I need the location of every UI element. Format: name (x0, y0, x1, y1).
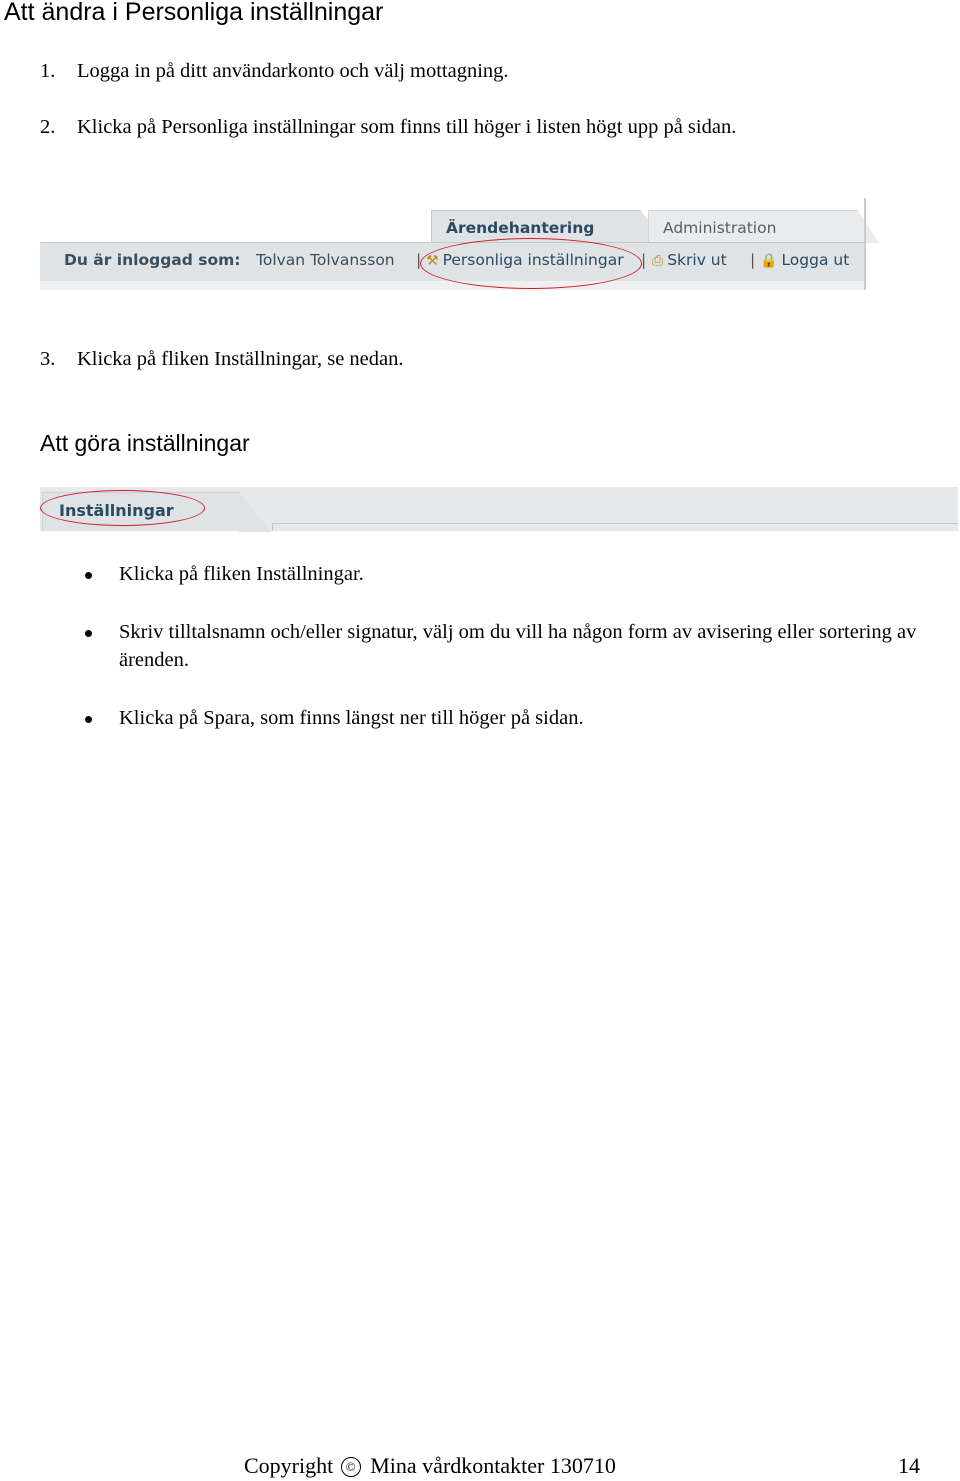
tab-installningar[interactable]: Inställningar (42, 492, 240, 531)
instruction-list (80, 560, 920, 762)
personal-settings-link[interactable] (426, 251, 624, 269)
lock-icon: 🔒 (760, 253, 778, 269)
copyright-word: Copyright (244, 1453, 334, 1478)
user-bar (40, 242, 866, 281)
step-text: Klicka på Personliga inställningar som finns till höger i listen högt upp på sidan. (77, 116, 737, 138)
tab-administration[interactable]: Administration (648, 210, 858, 242)
list-item (80, 618, 920, 674)
step-number: 2. (40, 116, 56, 138)
personal-settings-label: Personliga inställningar (442, 251, 624, 269)
footer (244, 1453, 616, 1479)
tab-baseline (272, 523, 958, 524)
header-screenshot (40, 198, 866, 290)
tab-arendehantering[interactable]: Ärendehantering (431, 210, 641, 242)
list-item-text: Skriv tilltalsnamn och/eller signatur, välj om du vill ha någon form av avisering eller sortering av ärenden. (119, 621, 917, 671)
bar-bottom (40, 281, 866, 290)
page-heading: Att ändra i Personliga inställningar (4, 0, 384, 26)
bullet-dot (85, 716, 92, 723)
step-3 (40, 348, 404, 371)
step-text: Klicka på fliken Inställningar, se nedan. (77, 348, 404, 370)
wrench-icon: ⚒ (426, 253, 439, 269)
bullet-dot (85, 630, 92, 637)
logged-in-label: Du är inloggad som: (64, 251, 241, 269)
separator: | (750, 251, 756, 269)
settings-tab-screenshot (40, 487, 958, 531)
separator: | (416, 251, 422, 269)
footer-org: Mina vårdkontakter 130710 (370, 1453, 616, 1478)
list-item (80, 560, 920, 588)
page-number: 14 (898, 1453, 920, 1478)
tab-baseline-edge (272, 523, 273, 531)
tab-strip (40, 198, 866, 242)
step-number: 3. (40, 348, 56, 370)
step-1 (40, 60, 509, 83)
bullet-dot (85, 572, 92, 579)
list-item (80, 704, 920, 732)
logout-label: Logga ut (781, 251, 850, 269)
step-text: Logga in på ditt användarkonto och välj mottagning. (77, 60, 509, 82)
logout-link[interactable] (760, 251, 849, 269)
separator: | (641, 251, 647, 269)
copyright-icon: © (341, 1457, 361, 1477)
print-link[interactable] (652, 251, 727, 269)
step-2 (40, 116, 736, 139)
section-heading: Att göra inställningar (40, 430, 250, 456)
printer-icon: ⎙ (652, 253, 664, 269)
right-edge (864, 198, 866, 290)
print-label: Skriv ut (667, 251, 727, 269)
user-name: Tolvan Tolvansson (256, 251, 395, 269)
step-number: 1. (40, 60, 56, 82)
list-item-text: Klicka på Spara, som finns längst ner till höger på sidan. (119, 707, 584, 729)
list-item-text: Klicka på fliken Inställningar. (119, 563, 364, 585)
